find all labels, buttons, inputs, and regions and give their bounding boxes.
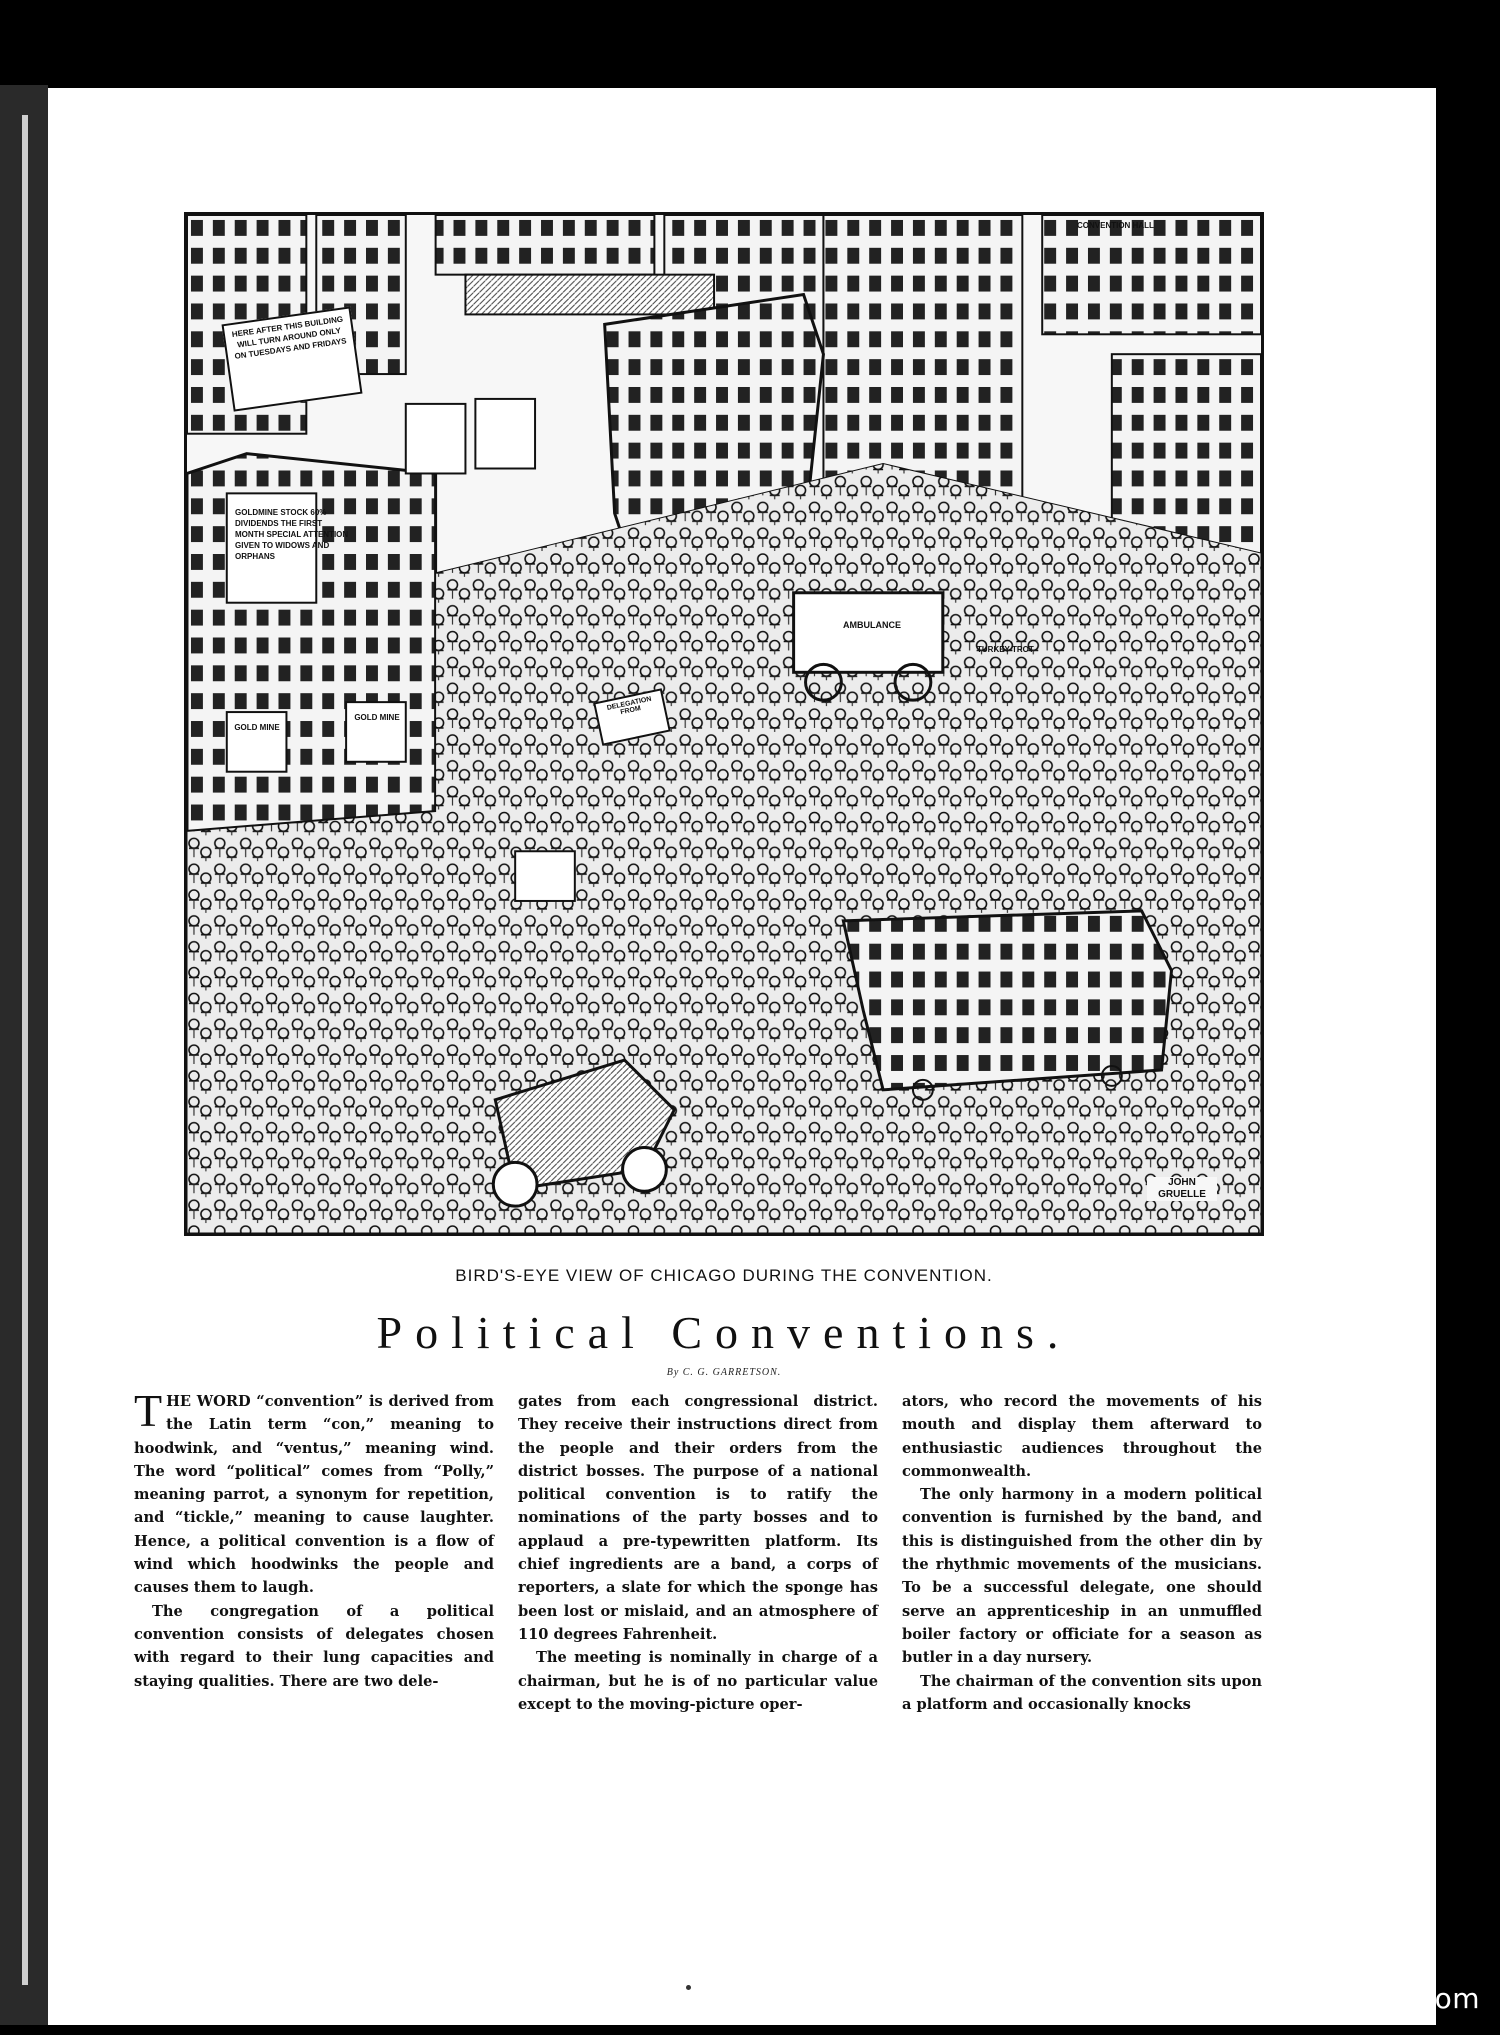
building-notice-sign: HERE AFTER THIS BUILDING WILL TURN AROUND ONLY ON TUESDAYS AND FRIDAYS [222,306,363,411]
ambulance-sign: AMBULANCE [843,620,901,630]
gold-mine-sign-2: GOLD MINE [354,713,400,722]
paragraph: ators, who record the movements of his mouth and display them afterward to enthusiastic audiences throughout the commonwealth. [902,1393,1262,1480]
delegation-sign: DELEGATION FROM [593,688,671,746]
paragraph [134,1385,494,1600]
text-column-3 [902,1390,1262,1716]
scan-left-margin [0,85,48,2025]
convention-hall-sign: CONVENTION HALL [1077,221,1154,230]
paragraph: The congregation of a political convention consists of delegates chosen with regard to their lung capacities and staying qualities. There are two dele- [134,1602,494,1690]
paragraph-text: HE WORD “convention” is derived from the Latin term “con,” meaning to hoodwink, and “ventus,” meaning wind. The word “political” comes from “Polly,” meaning parrot, a synonym for repetition, and “tickle,” meaning to cause laughter. Hence, a political convention is a flow of wind which hoodwinks the people and causes them to laugh. [134,1393,494,1597]
artist-signature: JOHN GRUELLE [1147,1177,1217,1201]
gold-mine-sign-1: GOLD MINE [234,723,280,732]
page-dot [686,1985,691,1990]
paragraph: The meeting is nominally in charge of a chairman, but he is of no particular value except to the moving-picture oper- [518,1649,878,1713]
text-column-2 [518,1390,878,1716]
drop-cap: T [134,1385,163,1436]
magazine-page [48,88,1436,2025]
illustration-caption: BIRD'S-EYE VIEW OF CHICAGO DURING THE CONVENTION. [455,1266,993,1285]
text-column-1 [134,1385,494,1693]
article-byline: By C. G. GARRETSON. [666,1367,782,1378]
paragraph: The chairman of the convention sits upon a platform and occasionally knocks [902,1672,1262,1713]
facing-page-edge [22,115,28,1985]
convention-illustration [184,212,1264,1236]
site-watermark: comicbooks.com [1238,1982,1480,2015]
article-title: Political Conventions. [376,1307,1072,1358]
goldmine-stock-sign: GOLDMINE STOCK 60% DIVIDENDS THE FIRST MONTH SPECIAL ATTENTION GIVEN TO WIDOWS AND ORPHANS [235,508,349,561]
paragraph: The only harmony in a modern political convention is furnished by the band, and this is distinguished from the other din by the rhythmic movements of the musicians. To be a successful delegate, one should serve an apprenticeship in an unmuffled boiler factory or officiate for a season as butler in a day nursery. [902,1486,1262,1667]
paragraph: gates from each congressional district. They receive their instructions direct from the people and their orders from the district bosses. The purpose of a national political convention is to ratify the nominations of the party bosses and to applaud a pre-typewritten platform. Its chief ingredients are a band, a corps of reporters, a slate for which the sponge has been lost or mislaid, and an atmosphere of 110 degrees Fahrenheit. [518,1393,878,1643]
turkey-trot-text: TURKEY TROT [977,645,1034,654]
